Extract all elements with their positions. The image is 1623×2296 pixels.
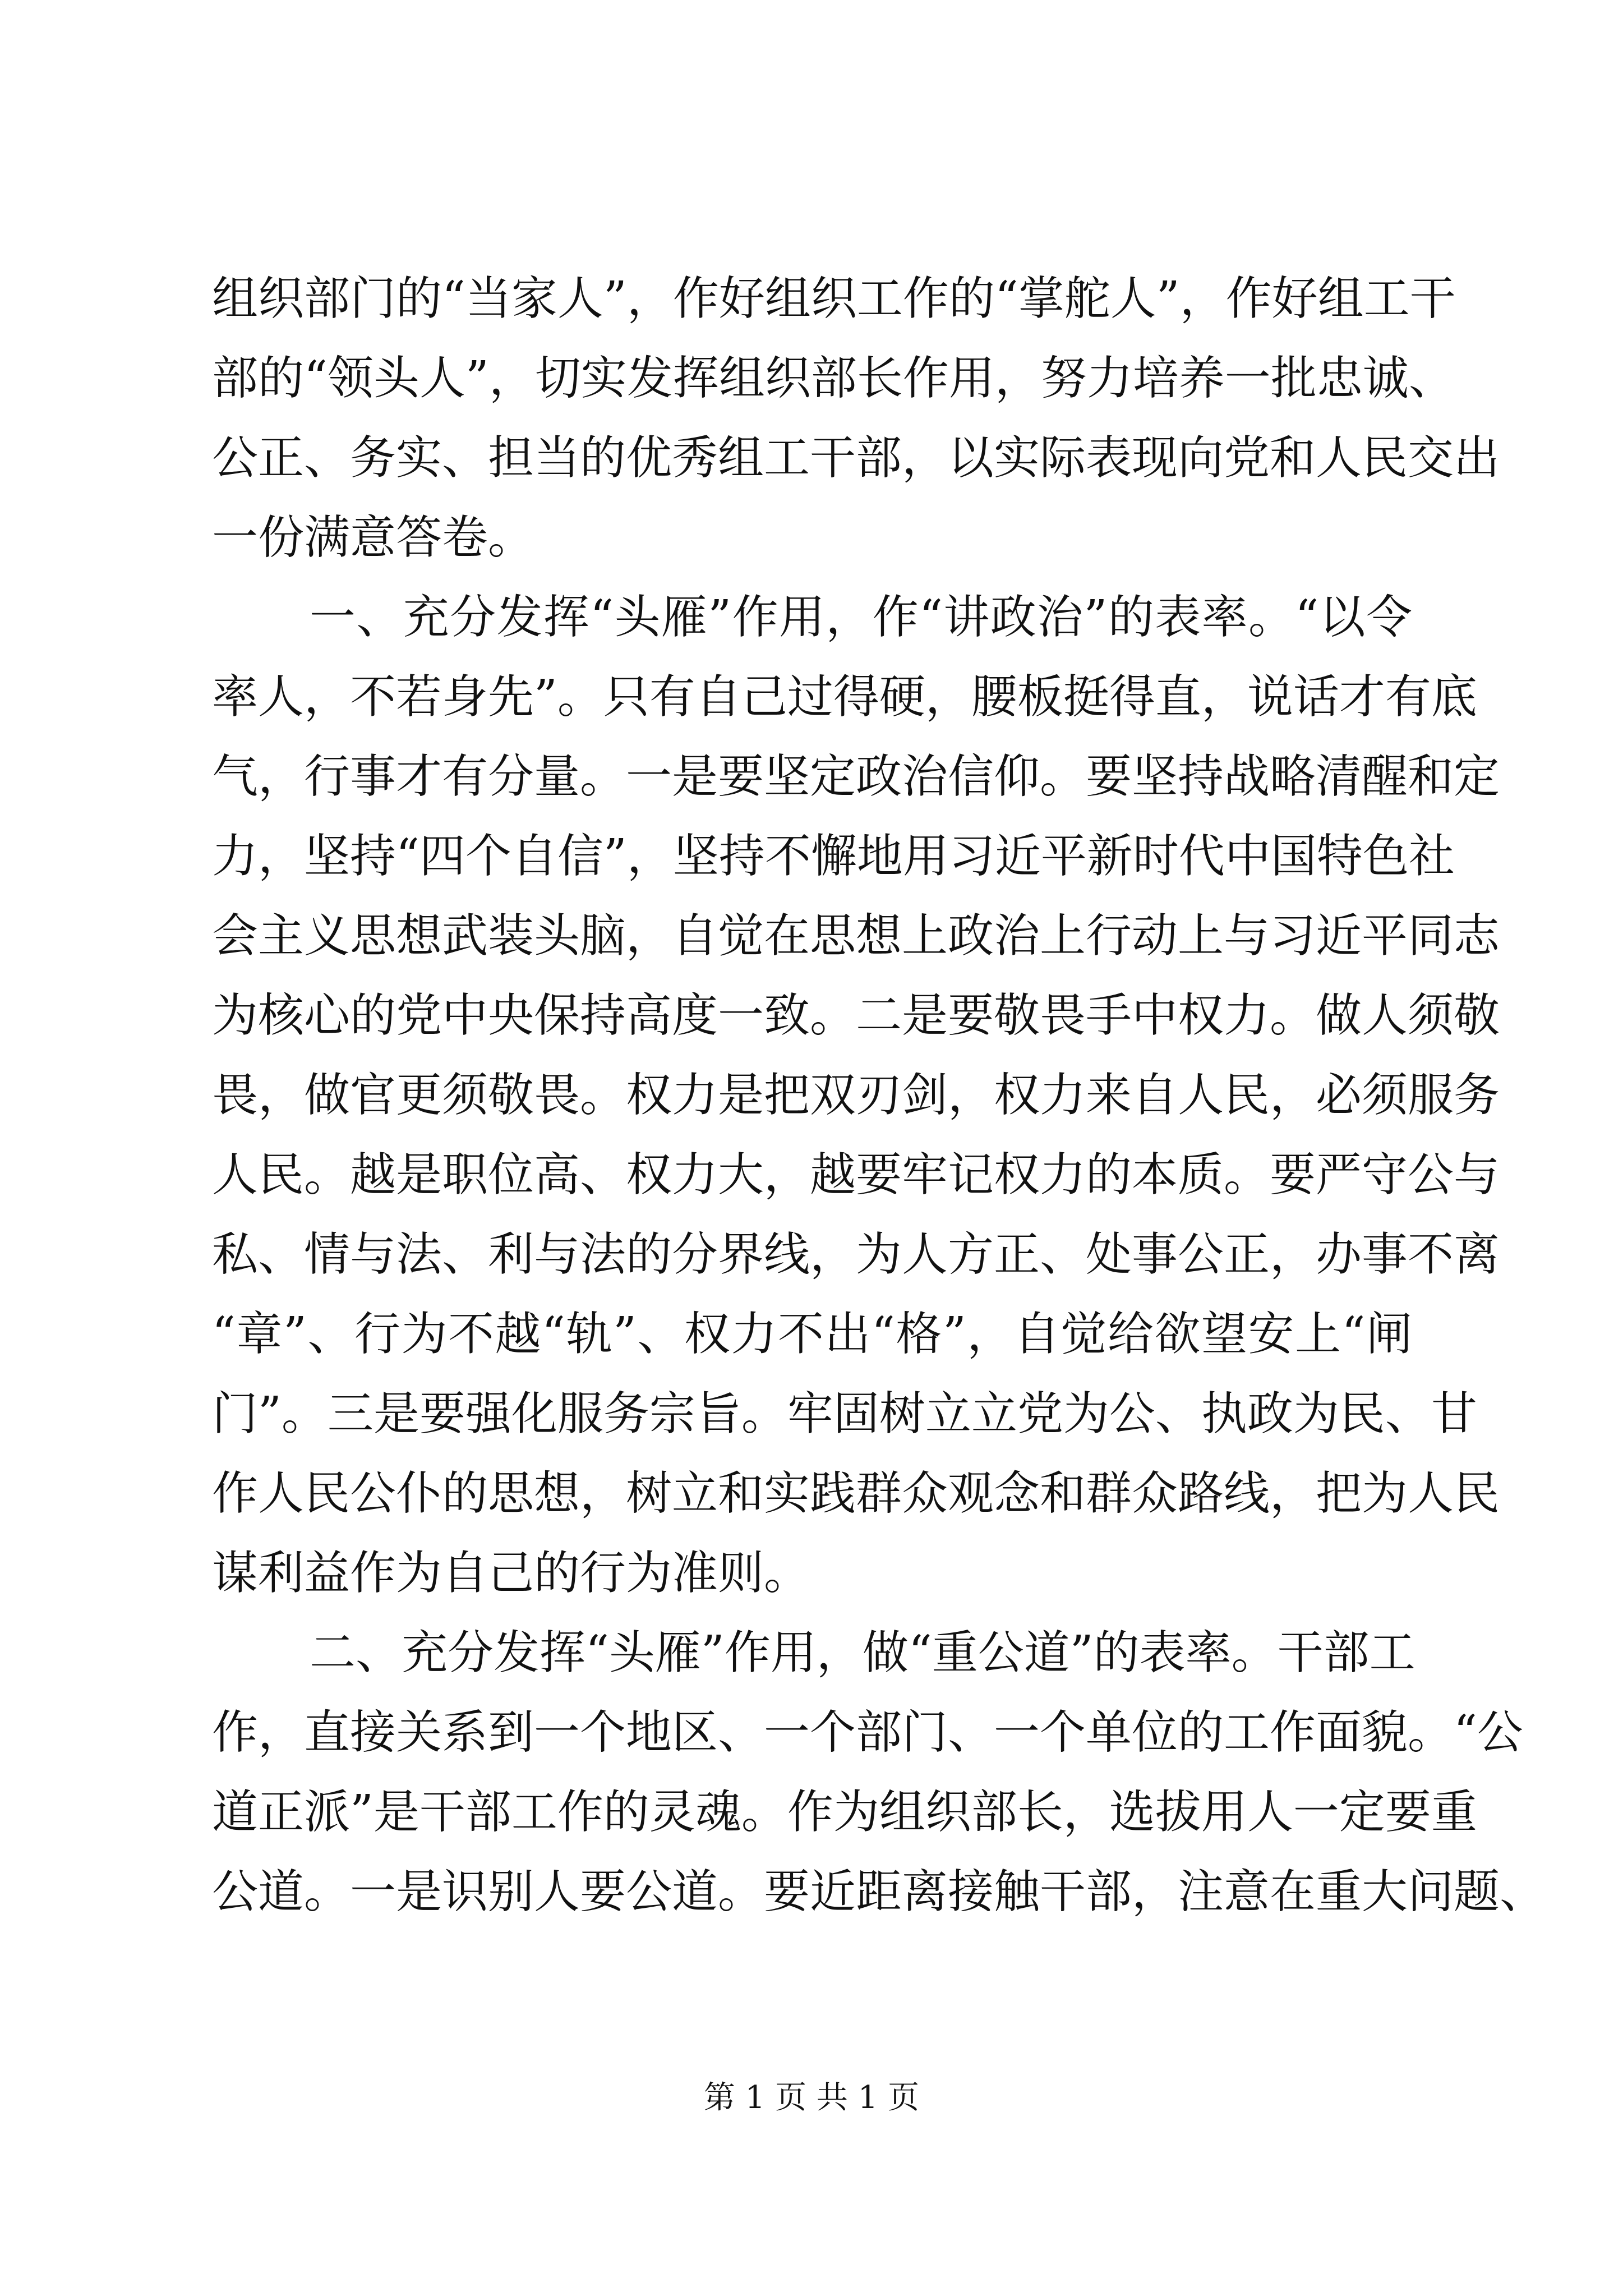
text-line: 力，坚持“四个自信”，坚持不懈地用习近平新时代中国特色社 (212, 830, 1455, 883)
text-line: 部的“领头人”，切实发挥组织部长作用，努力培养一批忠诚、 (212, 352, 1455, 405)
text-line: 公正、务实、担当的优秀组工干部，以实际表现向党和人民交出 (212, 431, 1500, 485)
text-line: 组织部门的“当家人”，作好组织工作的“掌舵人”，作好组工干 (212, 272, 1456, 325)
text-line: 人民。越是职位高、权力大，越要牢记权力的本质。要严守公与 (212, 1148, 1500, 1202)
text-line: 私、情与法、利与法的分界线，为人方正、处事公正，办事不离 (212, 1228, 1500, 1281)
text-line: “章”、行为不越“轨”、权力不出“格”，自觉给欲望安上“闸 (212, 1308, 1412, 1361)
section-heading-line: 二、充分发挥“头雁”作用，做“重公道”的表率。干部工 (310, 1626, 1415, 1680)
text-line: 为核心的党中央保持高度一致。二是要敬畏手中权力。做人须敬 (212, 989, 1500, 1042)
text-line: 门”。三是要强化服务宗旨。牢固树立立党为公、执政为民、甘 (212, 1387, 1477, 1441)
page-number-footer: 第 1 页 共 1 页 (703, 2079, 920, 2116)
text-line: 畏，做官更须敬畏。权力是把双刃剑，权力来自人民，必须服务 (212, 1069, 1500, 1122)
text-line: 作，直接关系到一个地区、一个部门、一个单位的工作面貌。“公 (212, 1706, 1523, 1759)
text-line: 率人，不若身先”。只有自己过得硬，腰板挺得直，说话才有底 (212, 670, 1477, 724)
text-line: 道正派”是干部工作的灵魂。作为组织部长，选拔用人一定要重 (212, 1786, 1477, 1839)
document-body (212, 259, 1546, 1932)
text-line: 气，行事才有分量。一是要坚定政治信仰。要坚持战略清醒和定 (212, 750, 1500, 803)
section-heading-line: 一、充分发挥“头雁”作用，作“讲政治”的表率。“以令 (310, 591, 1412, 644)
text-line: 公道。一是识别人要公道。要近距离接触干部，注意在重大问题、 (212, 1865, 1546, 1918)
text-line: 谋利益作为自己的行为准则。 (212, 1547, 810, 1600)
text-line: 一份满意答卷。 (212, 511, 534, 564)
text-line: 会主义思想武装头脑，自觉在思想上政治上行动上与习近平同志 (212, 909, 1500, 963)
text-line: 作人民公仆的思想，树立和实践群众观念和群众路线，把为人民 (212, 1467, 1500, 1520)
